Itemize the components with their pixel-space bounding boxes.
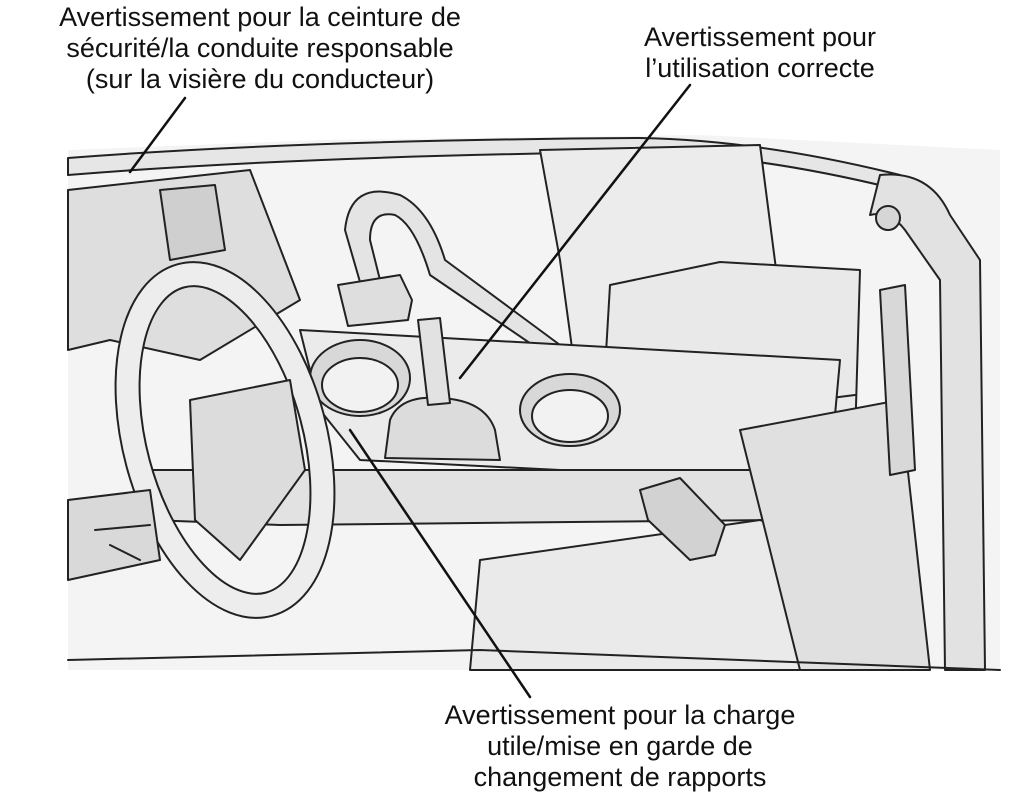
callout-line: utile/mise en garde de — [487, 731, 753, 761]
gear-knob — [338, 275, 412, 326]
callout-line: Avertissement pour la ceinture de — [59, 2, 461, 32]
callout-line: (sur la visière du conducteur) — [85, 64, 435, 94]
callout-line: Avertissement pour — [643, 22, 877, 52]
callout-line: sécurité/la conduite responsable — [66, 33, 454, 63]
dash-vents — [160, 185, 225, 260]
callout-line: Avertissement pour la charge — [444, 700, 796, 730]
callout-line: l’utilisation correcte — [645, 53, 875, 83]
callout-line: changement de rapports — [473, 762, 767, 792]
roll-bar-joint — [876, 206, 900, 230]
